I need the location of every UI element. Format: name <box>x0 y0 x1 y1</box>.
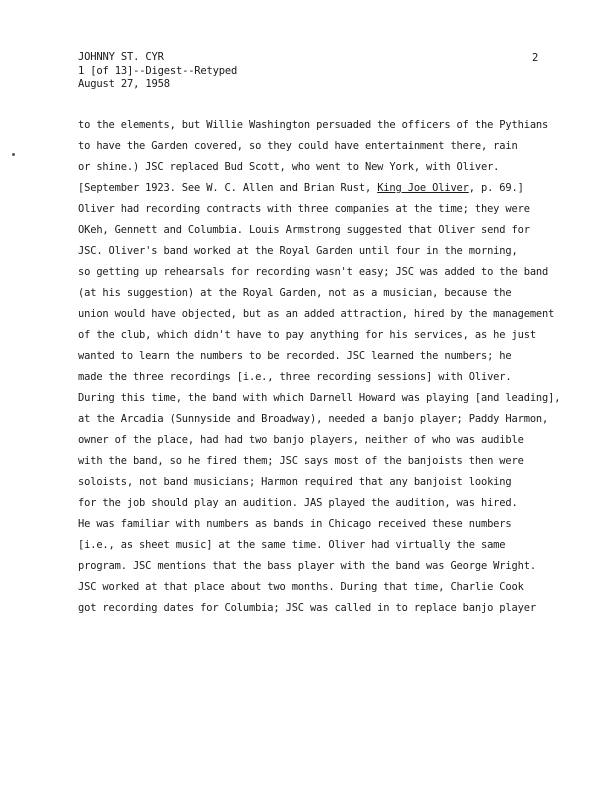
book-title: King Joe Oliver <box>377 182 469 194</box>
body-line: union would have objected, but as an added attraction, hired by the management <box>78 308 555 320</box>
scan-mark <box>12 153 15 156</box>
body-line: to have the Garden covered, so they could have entertainment there, rain <box>78 140 518 152</box>
body-line: wanted to learn the numbers to be recorded. JSC learned the numbers; he <box>78 350 512 362</box>
body-line: for the job should play an audition. JAS played the audition, was hired. <box>78 497 518 509</box>
document-header <box>78 51 237 92</box>
body-line: got recording dates for Columbia; JSC was called in to replace banjo player <box>78 602 536 614</box>
body-line: so getting up rehearsals for recording wasn't easy; JSC was added to the band <box>78 266 549 278</box>
body-line: of the club, which didn't have to pay anything for his services, as he just <box>78 329 536 341</box>
body-line: at the Arcadia (Sunnyside and Broadway), needed a banjo player; Paddy Harmon, <box>78 413 549 425</box>
body-line: (at his suggestion) at the Royal Garden, not as a musician, because the <box>78 287 512 299</box>
body-line: or shine.) JSC replaced Bud Scott, who went to New York, with Oliver. <box>78 161 500 173</box>
body-line: with the band, so he fired them; JSC says most of the banjoists then were <box>78 455 524 467</box>
body-line: made the three recordings [i.e., three recording sessions] with Oliver. <box>78 371 512 383</box>
body-line: JSC. Oliver's band worked at the Royal Garden until four in the morning, <box>78 245 518 257</box>
page-number: 2 <box>532 52 539 64</box>
header-title: JOHNNY ST. CYR <box>78 51 164 63</box>
body-line: owner of the place, had had two banjo players, neither of who was audible <box>78 434 524 446</box>
body-line: soloists, not band musicians; Harmon required that any banjoist looking <box>78 476 512 488</box>
body-line: program. JSC mentions that the bass player with the band was George Wright. <box>78 560 536 572</box>
body-line: He was familiar with numbers as bands in Chicago received these numbers <box>78 518 512 530</box>
header-date: August 27, 1958 <box>78 78 170 90</box>
body-line: [September 1923. See W. C. Allen and Brian Rust, King Joe Oliver, p. 69.] <box>78 182 524 194</box>
body-line: During this time, the band with which Darnell Howard was playing [and leading], <box>78 392 561 404</box>
header-subtitle: 1 [of 13]--Digest--Retyped <box>78 64 238 77</box>
body-line: to the elements, but Willie Washington persuaded the officers of the Pythians <box>78 119 549 131</box>
body-line: JSC worked at that place about two months. During that time, Charlie Cook <box>78 581 524 593</box>
body-line: Oliver had recording contracts with three companies at the time; they were <box>78 203 530 215</box>
body-line: OKeh, Gennett and Columbia. Louis Armstrong suggested that Oliver send for <box>78 224 530 236</box>
body-line: [i.e., as sheet music] at the same time. Oliver had virtually the same <box>78 539 506 551</box>
